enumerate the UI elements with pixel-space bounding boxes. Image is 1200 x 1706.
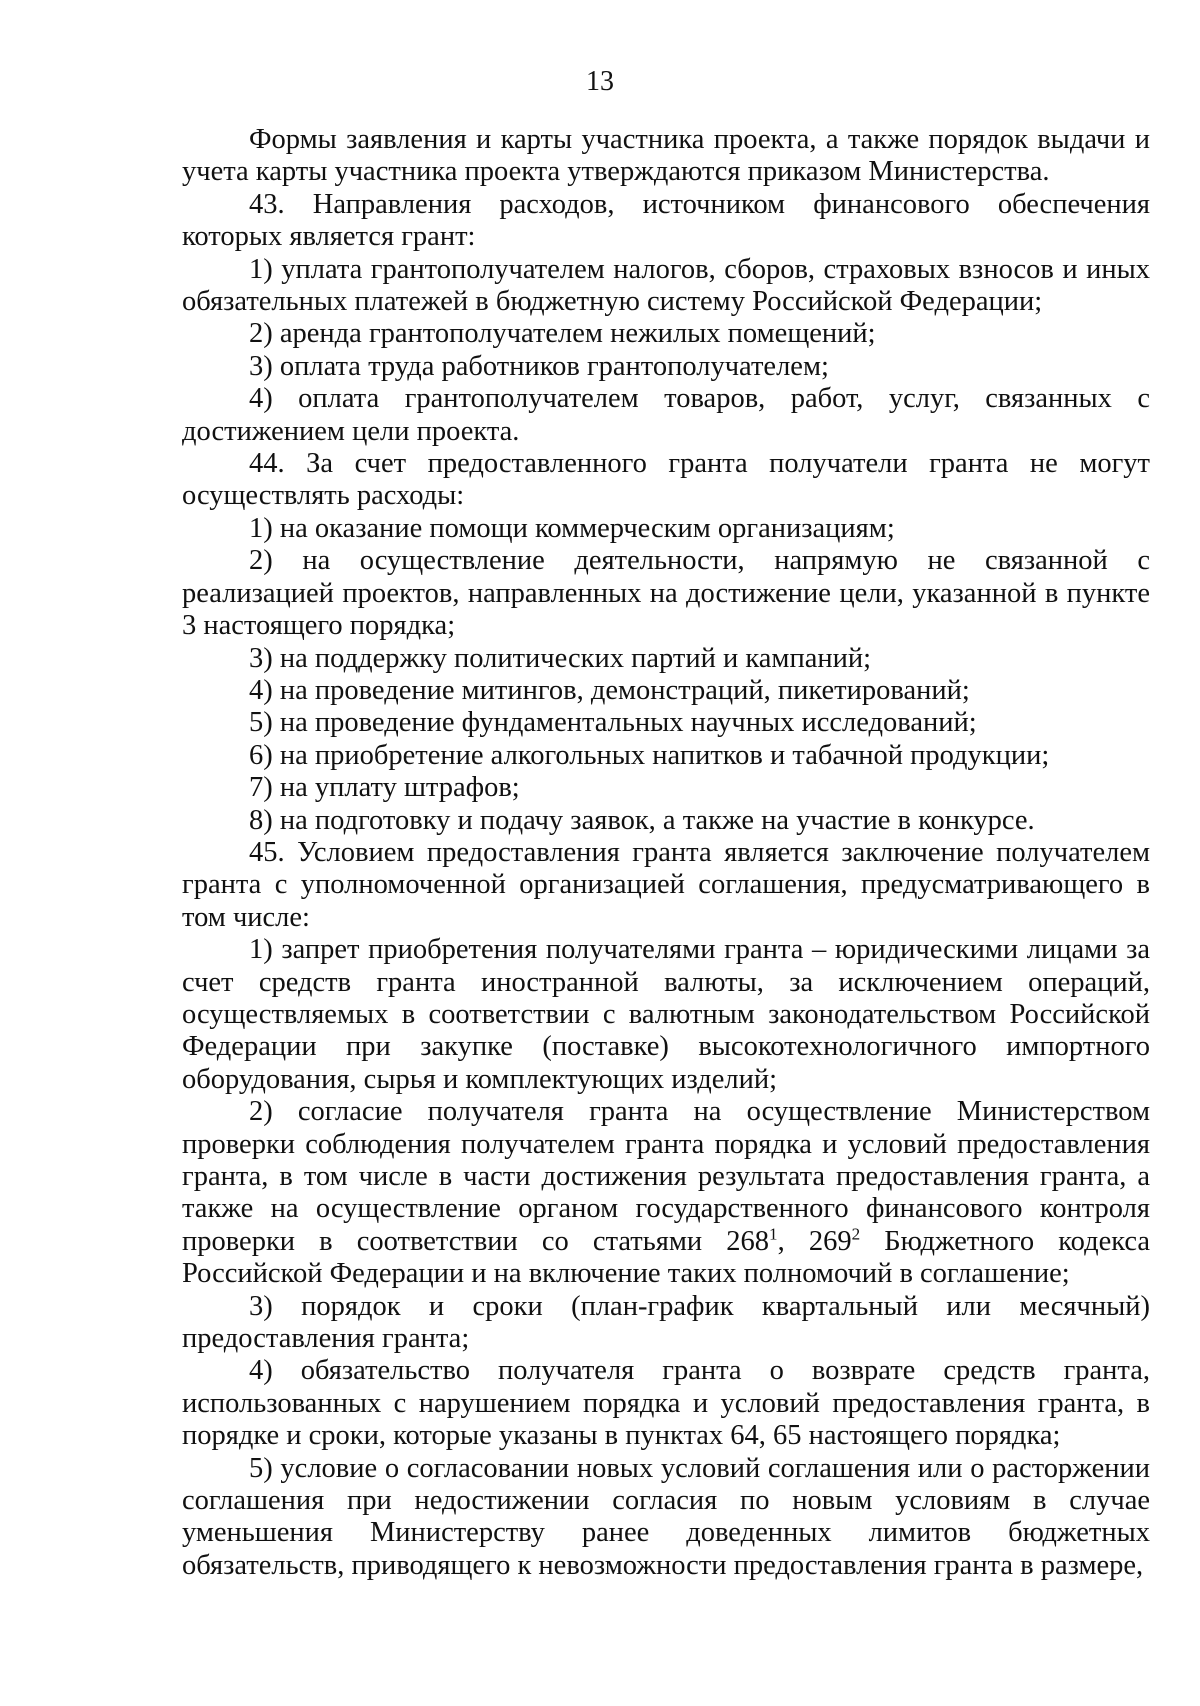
paragraph-45: 45. Условием предоставления гранта является заключение получателем гранта с уполномоченной организацией соглашения, предусматривающего в том числе: xyxy=(182,836,1150,933)
paragraph-44-item-2: 2) на осуществление деятельности, напрямую не связанной с реализацией проектов, направленных на достижение цели, указанной в пункте 3 настоящего порядка; xyxy=(182,545,1150,642)
document-body xyxy=(182,124,1150,1582)
paragraph-45-item-2 xyxy=(182,1096,1150,1290)
paragraph-44: 44. За счет предоставленного гранта получатели гранта не могут осуществлять расходы: xyxy=(182,448,1150,512)
ref-text-before: 2) согласие получателя гранта на осуществление Министерством проверки соблюдения получателем гранта порядка и условий предоставления гранта, в том числе в части достижения результата предоставления гранта, а также на осуществление органом государственного финансового контроля проверки в соответствии со статьями xyxy=(182,1096,1150,1257)
paragraph-44-item-6: 6) на приобретение алкогольных напитков и табачной продукции; xyxy=(249,739,1050,771)
article-ref-268-superscript: 1 xyxy=(769,1224,778,1244)
paragraph-44-item-5: 5) на проведение фундаментальных научных исследований; xyxy=(249,707,977,739)
paragraph-43-item-1: 1) уплата грантополучателем налогов, сборов, страховых взносов и иных обязательных платежей в бюджетную систему Российской Федерации; xyxy=(182,253,1150,318)
article-ref-269-superscript: 2 xyxy=(851,1224,861,1244)
ref-text-after: Бюджетного кодекса Российской Федерации и на включение таких полномочий в соглашение; xyxy=(182,1225,1150,1290)
paragraph-45-item-1: 1) запрет приобретения получателями гранта – юридическими лицами за счет средств гранта иностранной валюты, за исключением операций, осуществляемых в соответствии с валютным законодательством Российской Федерации при закупке (поставке) высокотехнологичного импортного оборудования, сырья и комплектующих изделий; xyxy=(182,934,1150,1095)
paragraph-45-item-4: 4) обязательство получателя гранта о возврате средств гранта, использованных с нарушением порядка и условий предоставления гранта, в порядке и сроки, которые указаны в пунктах 64, 65 настоящего порядка; xyxy=(182,1355,1150,1452)
paragraph-43-item-2: 2) аренда грантополучателем нежилых помещений; xyxy=(249,318,876,350)
article-ref-268: 268 xyxy=(726,1225,770,1257)
paragraph-44-item-1: 1) на оказание помощи коммерческим организациям; xyxy=(249,512,895,544)
paragraph-45-item-5: 5) условие о согласовании новых условий соглашения или о расторжении соглашения при недостижении согласия по новым условиям в случае уменьшения Министерству ранее доведенных лимитов бюджетных обязательств, приводящего к невозможности предоставления гранта в размере, xyxy=(182,1452,1150,1581)
paragraph-43-item-3: 3) оплата труда работников грантополучателем; xyxy=(249,350,829,382)
ref-separator: , xyxy=(777,1225,809,1257)
paragraph-forms: Формы заявления и карты участника проекта, а также порядок выдачи и учета карты участника проекта утверждаются приказом Министерства. xyxy=(182,124,1150,188)
paragraph-44-item-4: 4) на проведение митингов, демонстраций, пикетирований; xyxy=(249,674,970,706)
article-ref-269: 269 xyxy=(808,1225,852,1257)
page-number: 13 xyxy=(586,66,614,97)
paragraph-43: 43. Направления расходов, источником финансового обеспечения которых является грант: xyxy=(182,188,1150,253)
paragraph-44-item-3: 3) на поддержку политических партий и кампаний; xyxy=(249,642,872,674)
paragraph-45-item-3: 3) порядок и сроки (план-график квартальный или месячный) предоставления гранта; xyxy=(182,1290,1150,1355)
paragraph-44-item-8: 8) на подготовку и подачу заявок, а также на участие в конкурсе. xyxy=(249,804,1035,836)
paragraph-44-item-7: 7) на уплату штрафов; xyxy=(249,772,520,804)
paragraph-43-item-4: 4) оплата грантополучателем товаров, работ, услуг, связанных с достижением цели проекта. xyxy=(182,383,1150,447)
